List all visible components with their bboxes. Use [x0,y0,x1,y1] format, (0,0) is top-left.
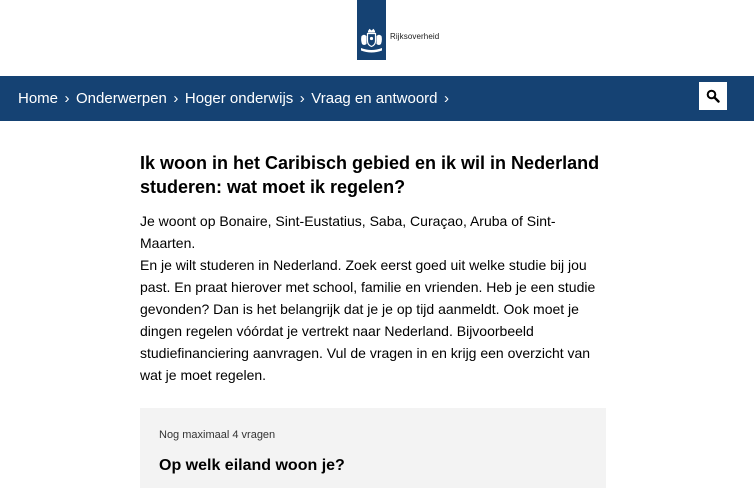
intro-paragraph: Je woont op Bonaire, Sint-Eustatius, Saba, Curaçao, Aruba of Sint-Maarten. [140,213,556,251]
page-title: Ik woon in het Caribisch gebied en ik wil in Nederland studeren: wat moet ik regelen? [140,153,600,197]
remaining-questions: Nog maximaal 4 vragen [159,429,276,441]
chevron-right-icon: › [173,90,179,107]
breadcrumb-hoger-onderwijs[interactable]: Hoger onderwijs [184,90,294,107]
main-navigation [0,76,754,121]
breadcrumb [18,76,456,121]
rijksoverheid-logo[interactable] [357,0,386,60]
main-content [140,151,610,386]
chevron-right-icon: › [299,90,305,107]
search-icon [706,89,720,103]
question-box [140,408,606,488]
site-header [0,0,754,76]
coat-of-arms-icon [359,28,384,56]
intro-text [140,210,610,386]
breadcrumb-vraag-en-antwoord[interactable]: Vraag en antwoord [311,90,438,107]
logo-text: Rijksoverheid [390,32,440,41]
chevron-right-icon: › [64,90,70,107]
question-title: Op welk eiland woon je? [159,457,345,474]
breadcrumb-home[interactable]: Home [18,90,59,107]
breadcrumb-onderwerpen[interactable]: Onderwerpen [76,90,167,107]
chevron-right-icon: › [444,90,449,107]
search-button[interactable] [699,82,727,110]
intro-paragraph: En je wilt studeren in Nederland. Zoek eerst goed uit welke studie bij jou past. En praat hierover met school, familie en vrienden. Heb je een studie gevonden? Dan is het belangrijk dat je je op tijd aanmeldt. Ook moet je dingen regelen vóórdat je vertrekt naar Nederland. Bijvoorbeeld studiefinanciering aanvragen. Vul de vragen in en krijg een overzicht van wat je moet regelen. [140,257,596,383]
